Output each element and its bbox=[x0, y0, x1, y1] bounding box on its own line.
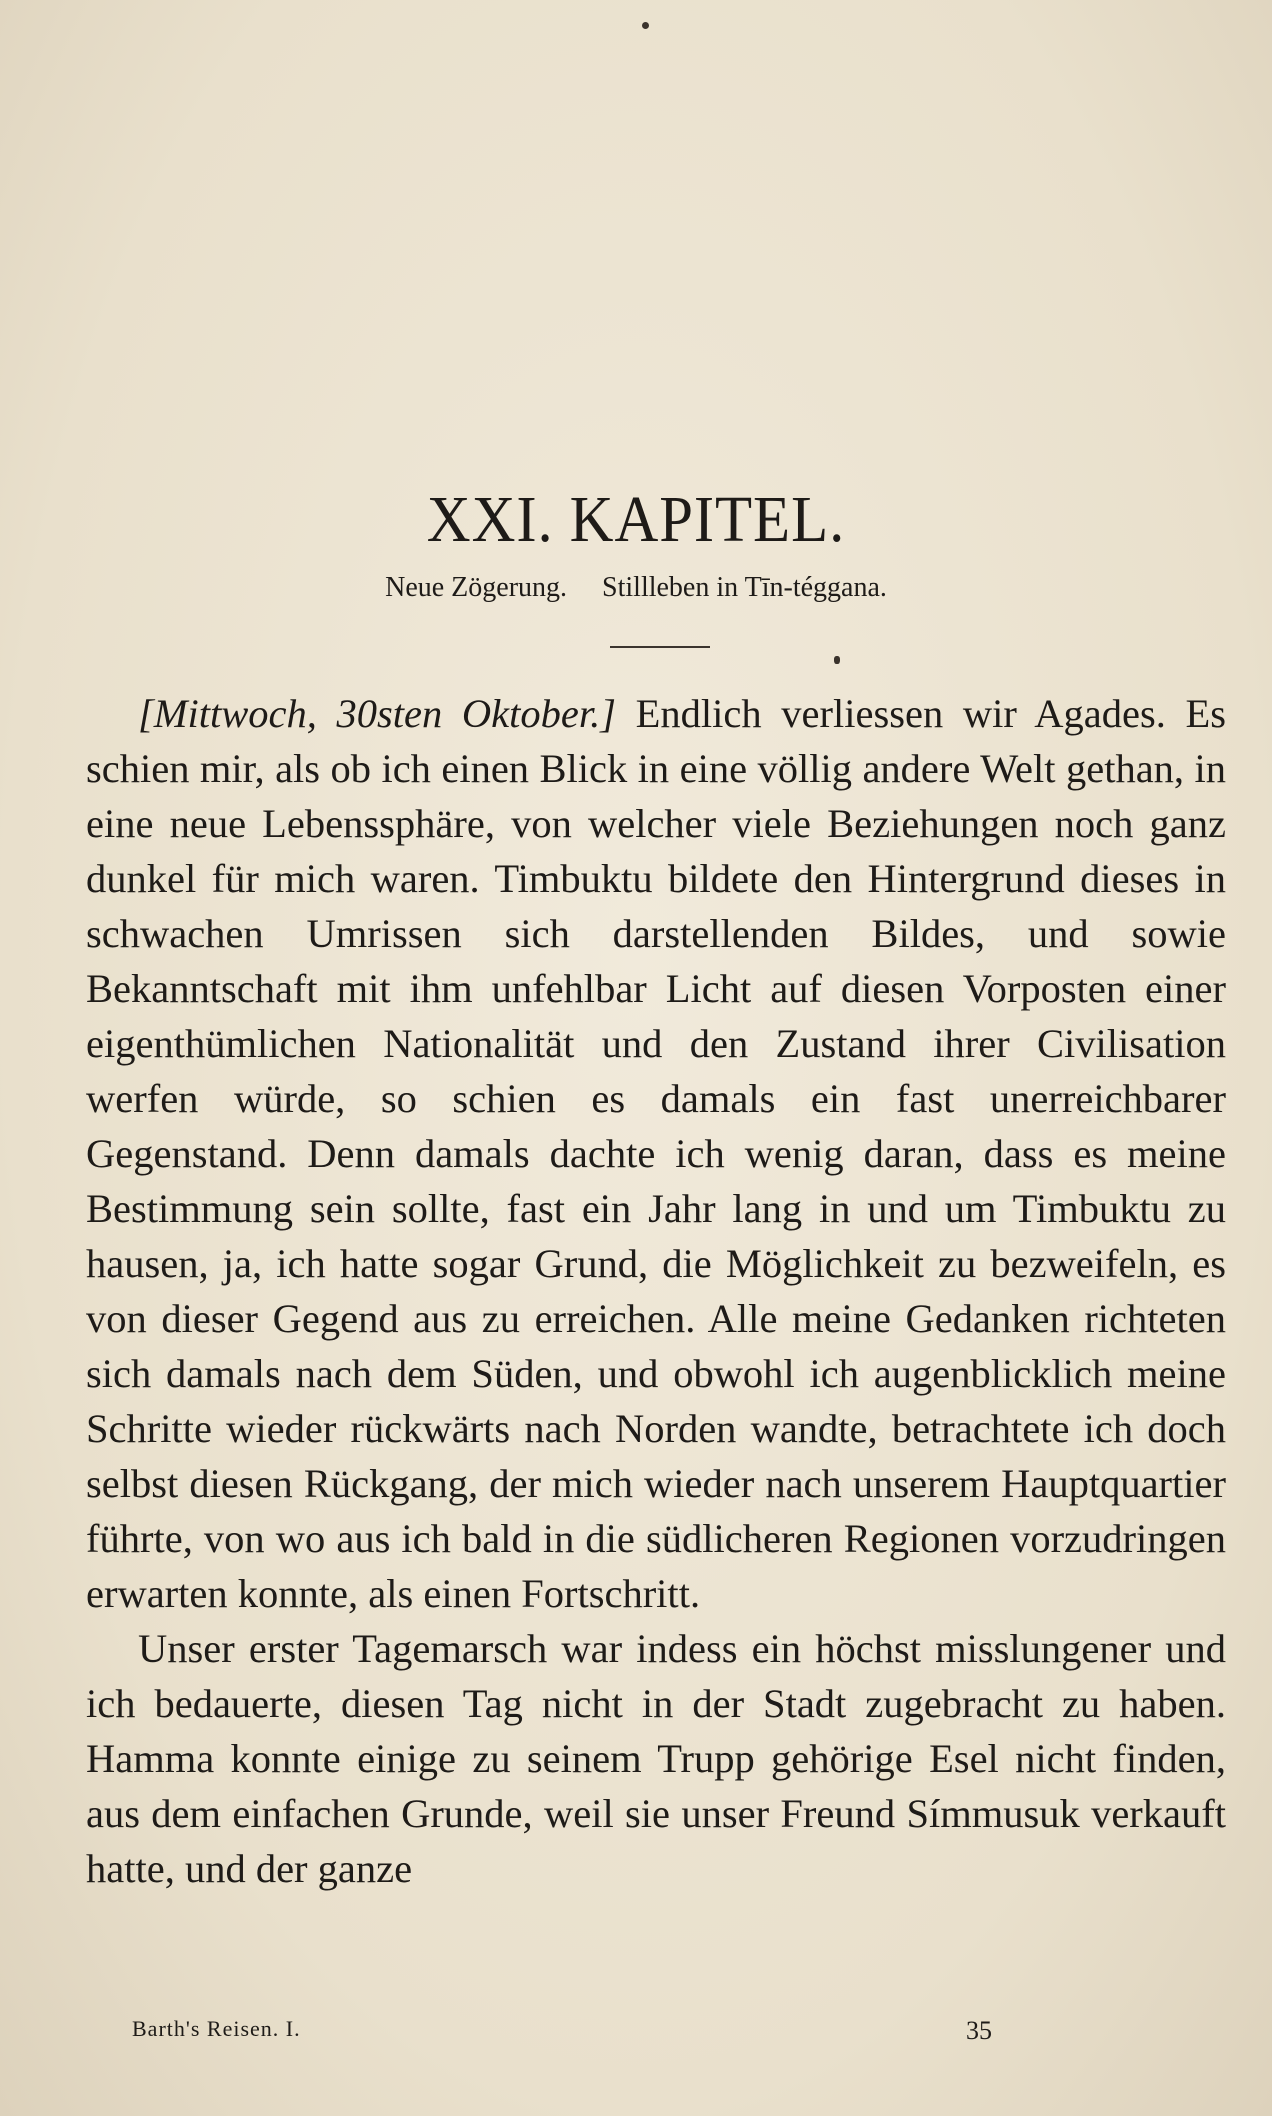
subtitle-left: Neue Zögerung. bbox=[385, 572, 568, 603]
section-rule bbox=[610, 646, 710, 648]
subtitle-right: Stillleben in Tīn-téggana. bbox=[602, 572, 887, 603]
body-text bbox=[86, 686, 1226, 1896]
date-heading: [Mittwoch, 30sten Oktober.] bbox=[138, 691, 617, 736]
signature-line: Barth's Reisen. I. bbox=[132, 2016, 301, 2041]
chapter-title: XXI. KAPITEL. bbox=[426, 483, 846, 556]
paragraph-1-text: Endlich verliessen wir Agades. Es schien mir, als ob ich einen Blick in eine völlig andere Welt gethan, in eine neue Lebenssphäre, von welcher viele Beziehungen noch ganz dunkel für mich waren. Timbuktu bildete den Hintergrund dieses in schwachen Umrissen sich darstellenden Bildes, und sowie Bekanntschaft mit ihm unfehlbar Licht auf diesen Vorposten einer eigenthümlichen Nationalität und den Zustand ihrer Civilisation werfen würde, so schien es damals ein fast unerreichbarer Gegenstand. Denn damals dachte ich wenig daran, dass es meine Bestimmung sein sollte, fast ein Jahr lang in und um Timbuktu zu hausen, ja, ich hatte sogar Grund, die Möglichkeit zu bezweifeln, es von dieser Gegend aus zu erreichen. Alle meine Gedanken richteten sich damals nach dem Süden, und obwohl ich augenblicklich meine Schritte wieder rückwärts nach Norden wandte, betrachtete ich doch selbst diesen Rückgang, der mich wieder nach unserem Hauptquartier führte, von wo aus ich bald in die südlicheren Regionen vorzudringen erwarten konnte, als einen Fortschritt. bbox=[86, 691, 1227, 1616]
paragraph-2: Unser erster Tagemarsch war indess ein höchst misslungener und ich bedauerte, diesen Tag nicht in der Stadt zugebracht zu haben. Hamma konnte einige zu seinem Trupp gehörige Esel nicht finden, aus dem einfachen Grunde, weil sie unser Freund Símmusuk verkauft hatte, und der ganze bbox=[86, 1626, 1226, 1891]
ink-speck bbox=[834, 656, 840, 664]
paragraph-1 bbox=[86, 686, 1226, 1621]
ink-speck bbox=[642, 22, 649, 29]
chapter-subtitle bbox=[0, 572, 1272, 604]
page-number: 35 bbox=[966, 2016, 992, 2045]
